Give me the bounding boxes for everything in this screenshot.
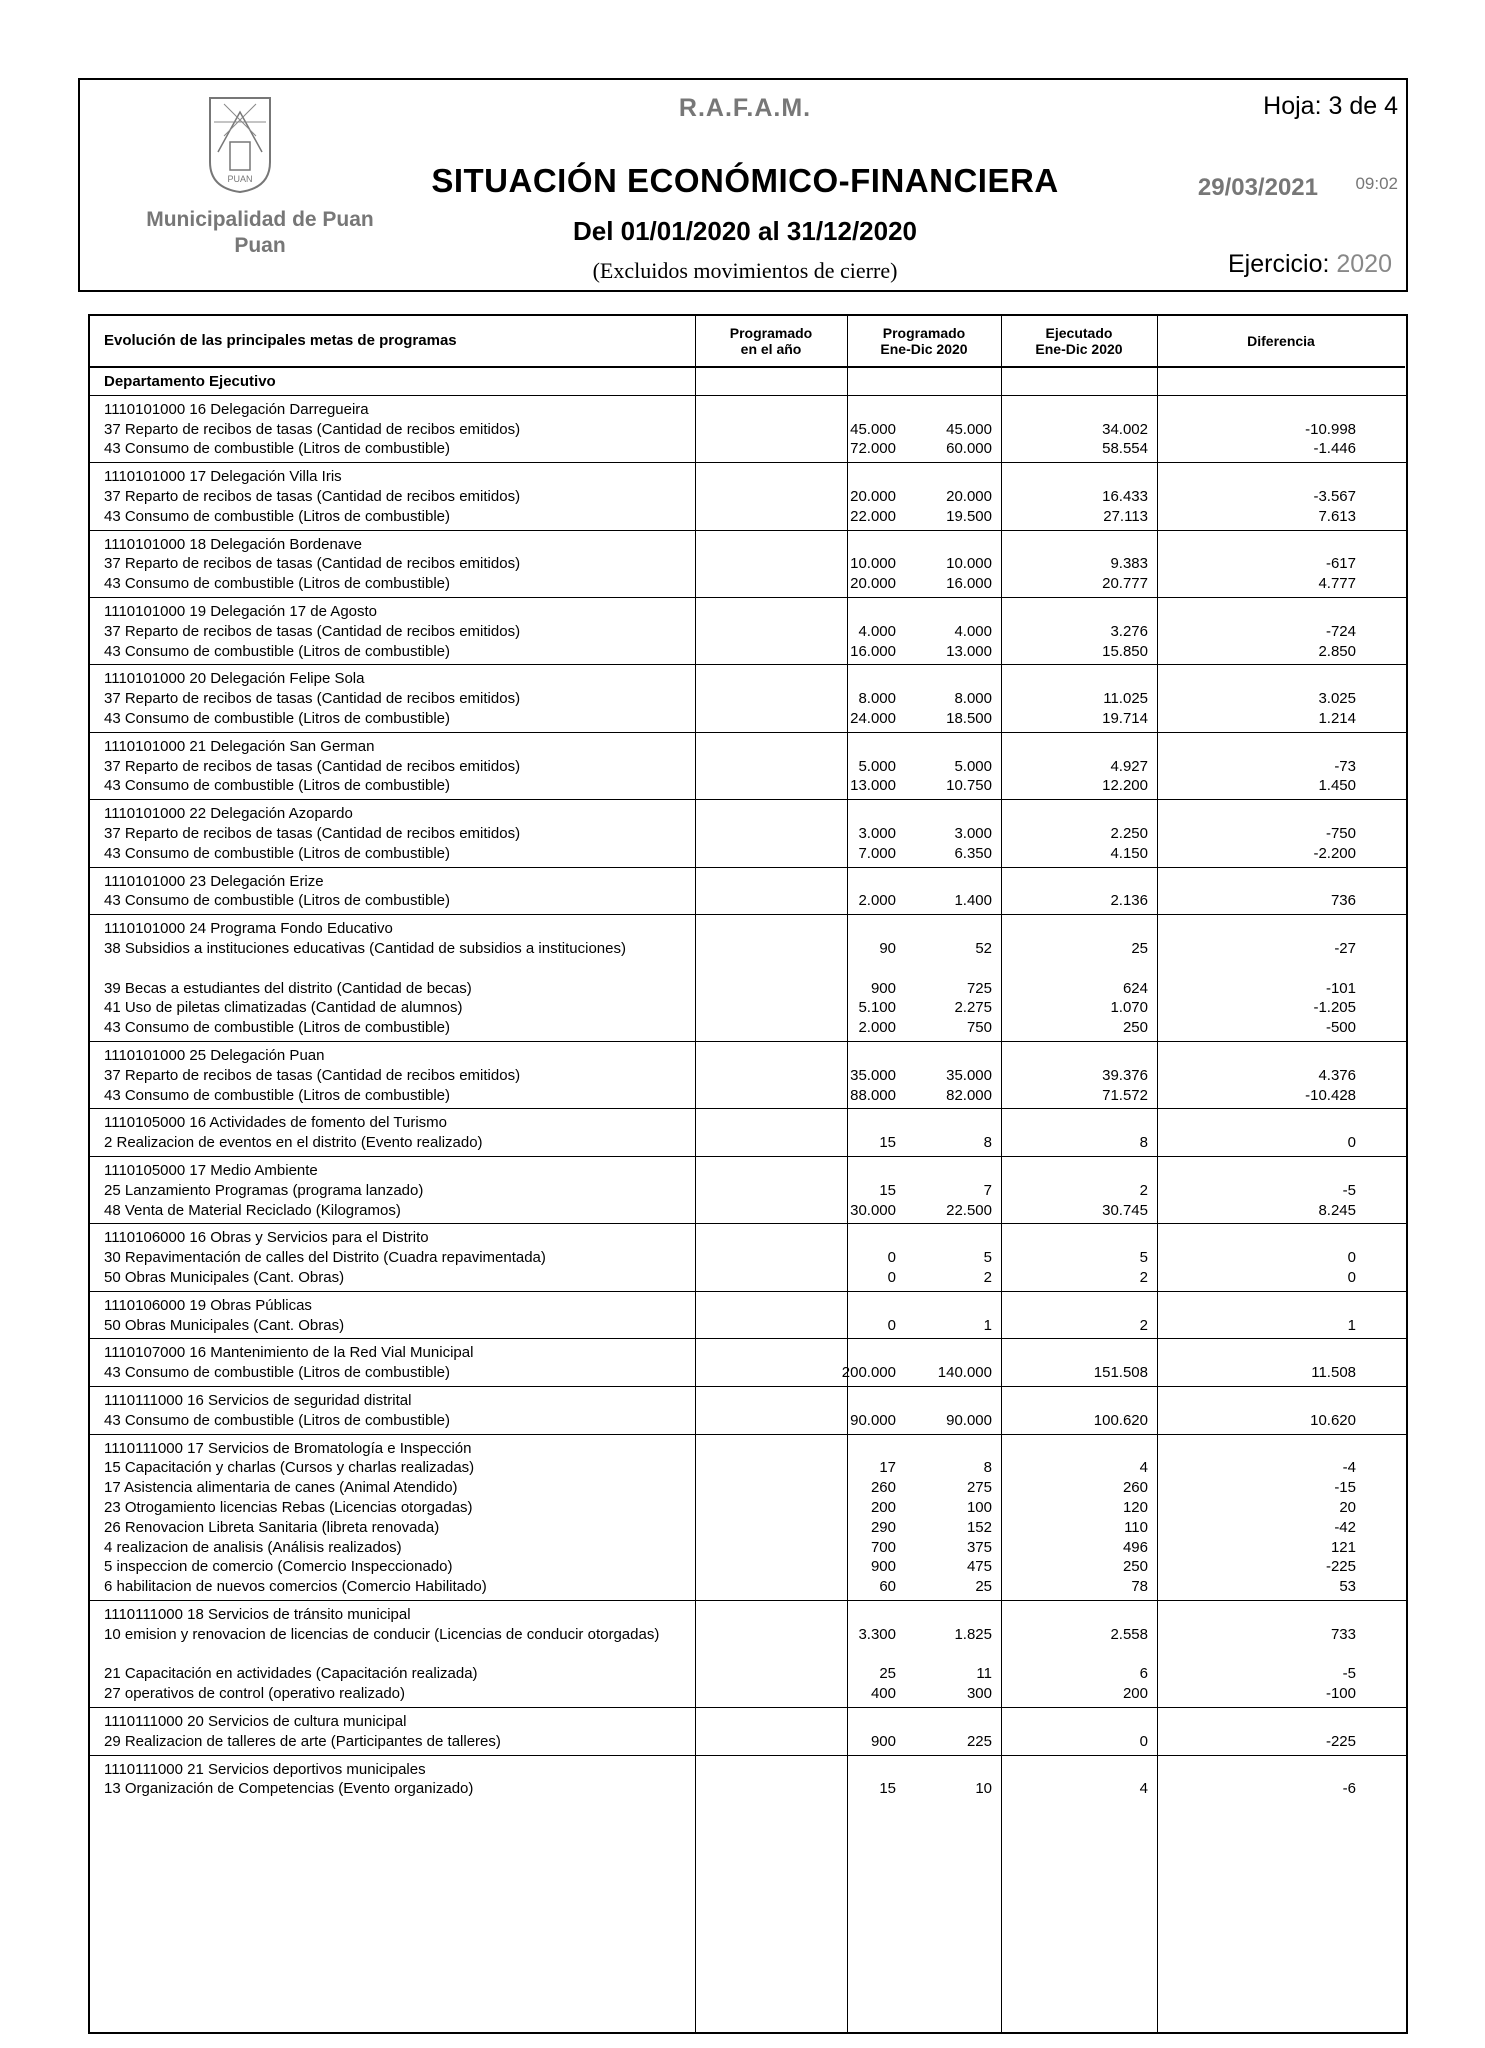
programmed-year-value: 3.300 bbox=[858, 1625, 896, 1643]
row-description: 43 Consumo de combustible (Litros de combustible) bbox=[104, 892, 451, 910]
programmed-year-value: 8.000 bbox=[858, 690, 896, 708]
programmed-period-value: 1.400 bbox=[954, 892, 992, 910]
programmed-period-value: 60.000 bbox=[946, 440, 992, 458]
row-description: 37 Reparto de recibos de tasas (Cantidad de recibos emitidos) bbox=[104, 555, 521, 573]
row-description: 1110107000 16 Mantenimiento de la Red Vial Municipal bbox=[104, 1344, 474, 1362]
column-header-executed-period bbox=[1001, 316, 1157, 368]
row-description: 4 realizacion de analisis (Análisis realizados) bbox=[104, 1538, 402, 1556]
programmed-period-value: 22.500 bbox=[946, 1201, 992, 1219]
row-description: 43 Consumo de combustible (Litros de combustible) bbox=[104, 844, 451, 862]
row-description: 43 Consumo de combustible (Litros de combustible) bbox=[104, 440, 451, 458]
row-description: 1110111000 17 Servicios de Bromatología e Inspección bbox=[104, 1439, 472, 1457]
programmed-year-value: 15 bbox=[879, 1181, 896, 1199]
programmed-year-value: 24.000 bbox=[850, 710, 896, 727]
row-description: 43 Consumo de combustible (Litros de combustible) bbox=[104, 1019, 451, 1037]
table-row bbox=[90, 1779, 1406, 1799]
table-row bbox=[90, 554, 1406, 574]
header-text: Programado Ene-Dic 2020 bbox=[880, 325, 968, 357]
programmed-period-value: 275 bbox=[966, 1479, 992, 1497]
table-row bbox=[90, 891, 1406, 911]
programmed-year-value: 0 bbox=[887, 1269, 896, 1286]
programmed-period-value: 19.500 bbox=[946, 507, 992, 525]
programmed-year-value: 900 bbox=[870, 979, 896, 997]
difference-value: -500 bbox=[1325, 1019, 1356, 1037]
table-row bbox=[90, 1732, 1406, 1752]
executed-value: 8 bbox=[1139, 1134, 1148, 1152]
table-row bbox=[90, 757, 1406, 777]
row-description: 1110101000 21 Delegación San German bbox=[104, 737, 375, 755]
program-goals-table bbox=[88, 314, 1408, 2034]
difference-value: -4 bbox=[1342, 1459, 1356, 1477]
executed-value: 624 bbox=[1122, 979, 1148, 997]
executed-value: 25 bbox=[1131, 940, 1148, 957]
programmed-year-value: 5.000 bbox=[858, 757, 896, 775]
programmed-year-value: 5.100 bbox=[858, 999, 896, 1017]
programmed-year-value: 45.000 bbox=[850, 420, 896, 438]
programmed-year-value: 400 bbox=[870, 1685, 896, 1703]
programmed-year-value: 90 bbox=[879, 940, 896, 957]
programmed-year-value: 4.000 bbox=[858, 622, 896, 640]
executed-value: 250 bbox=[1122, 1019, 1148, 1037]
executed-value: 4 bbox=[1139, 1459, 1148, 1477]
table-row bbox=[90, 1625, 1406, 1665]
row-description: 1110101000 25 Delegación Puan bbox=[104, 1047, 325, 1064]
programmed-year-value: 200.000 bbox=[841, 1364, 896, 1382]
programmed-year-value: 290 bbox=[870, 1518, 896, 1536]
row-description: 23 Otrogamiento licencias Rebas (Licencias otorgadas) bbox=[104, 1499, 473, 1516]
difference-value: -750 bbox=[1325, 825, 1356, 842]
table-row bbox=[90, 1066, 1406, 1086]
department-row bbox=[90, 372, 1406, 392]
executed-value: 2.136 bbox=[1110, 892, 1148, 910]
executed-value: 2 bbox=[1139, 1316, 1148, 1334]
programmed-year-value: 25 bbox=[879, 1665, 896, 1683]
programmed-period-value: 2 bbox=[983, 1269, 992, 1286]
difference-value: -3.567 bbox=[1313, 488, 1356, 505]
executed-value: 5 bbox=[1139, 1249, 1148, 1267]
executed-value: 71.572 bbox=[1102, 1086, 1148, 1104]
table-row bbox=[90, 1411, 1406, 1431]
executed-value: 15.850 bbox=[1102, 642, 1148, 660]
executed-value: 496 bbox=[1122, 1538, 1148, 1556]
exercise-year: 2020 bbox=[1336, 250, 1392, 278]
difference-value: 733 bbox=[1330, 1625, 1356, 1643]
executed-value: 4 bbox=[1139, 1780, 1148, 1798]
table-row bbox=[90, 998, 1406, 1018]
row-description: 1110101000 20 Delegación Felipe Sola bbox=[104, 670, 365, 688]
programmed-period-value: 13.000 bbox=[946, 642, 992, 660]
table-row bbox=[90, 1018, 1406, 1038]
row-description: 41 Uso de piletas climatizadas (Cantidad de alumnos) bbox=[104, 999, 463, 1017]
programmed-year-value: 900 bbox=[870, 1558, 896, 1576]
table-row bbox=[90, 824, 1406, 844]
row-description: 37 Reparto de recibos de tasas (Cantidad de recibos emitidos) bbox=[104, 1066, 521, 1084]
difference-value: 1.450 bbox=[1318, 777, 1356, 795]
executed-value: 110 bbox=[1124, 1518, 1148, 1536]
table-row bbox=[90, 487, 1406, 507]
programmed-period-value: 16.000 bbox=[946, 575, 992, 593]
executed-value: 19.714 bbox=[1102, 710, 1148, 727]
programmed-year-value: 60 bbox=[879, 1578, 896, 1596]
programmed-period-value: 90.000 bbox=[946, 1411, 992, 1429]
column-header-difference bbox=[1157, 316, 1405, 368]
executed-value: 39.376 bbox=[1102, 1066, 1148, 1084]
row-description: 1110105000 16 Actividades de fomento del Turismo bbox=[104, 1114, 448, 1132]
table-row bbox=[90, 622, 1406, 642]
programmed-period-value: 10.000 bbox=[946, 555, 992, 573]
difference-value: 121 bbox=[1330, 1538, 1356, 1556]
difference-value: -27 bbox=[1334, 940, 1356, 957]
row-description: 43 Consumo de combustible (Litros de combustible) bbox=[104, 575, 451, 593]
programmed-period-value: 152 bbox=[966, 1518, 992, 1536]
row-description: 1110101000 19 Delegación 17 de Agosto bbox=[104, 603, 378, 620]
report-time: 09:02 bbox=[1355, 174, 1398, 193]
exercise bbox=[1228, 250, 1392, 279]
difference-value: -5 bbox=[1342, 1665, 1356, 1683]
executed-value: 250 bbox=[1122, 1558, 1148, 1576]
row-description: 1110101000 17 Delegación Villa Iris bbox=[104, 468, 342, 486]
programmed-period-value: 11 bbox=[976, 1665, 992, 1683]
executed-value: 151.508 bbox=[1093, 1364, 1148, 1382]
executed-value: 4.927 bbox=[1110, 757, 1148, 775]
municipality-city: Puan bbox=[234, 234, 286, 257]
difference-value: -101 bbox=[1325, 979, 1356, 997]
difference-value: -617 bbox=[1325, 555, 1356, 573]
row-description: 50 Obras Municipales (Cant. Obras) bbox=[104, 1316, 345, 1334]
header-text: Ejecutado Ene-Dic 2020 bbox=[1035, 325, 1123, 357]
programmed-year-value: 72.000 bbox=[850, 440, 896, 458]
executed-value: 2 bbox=[1139, 1181, 1148, 1199]
row-description: 37 Reparto de recibos de tasas (Cantidad de recibos emitidos) bbox=[104, 622, 521, 640]
programmed-period-value: 100 bbox=[966, 1499, 992, 1516]
table-row bbox=[90, 1363, 1406, 1383]
executed-value: 58.554 bbox=[1102, 440, 1148, 458]
row-description: 26 Renovacion Libreta Sanitaria (libreta renovada) bbox=[104, 1518, 440, 1536]
difference-value: 0 bbox=[1347, 1249, 1356, 1267]
executed-value: 2 bbox=[1139, 1269, 1148, 1286]
row-description: 37 Reparto de recibos de tasas (Cantidad de recibos emitidos) bbox=[104, 488, 521, 505]
programmed-period-value: 7 bbox=[983, 1181, 992, 1199]
difference-value: -100 bbox=[1325, 1685, 1356, 1703]
row-description: 38 Subsidios a instituciones educativas (Cantidad de subsidios a instituciones) bbox=[104, 940, 626, 957]
row-description: 1110106000 16 Obras y Servicios para el Distrito bbox=[104, 1229, 429, 1247]
row-description: 1110101000 24 Programa Fondo Educativo bbox=[104, 920, 393, 938]
row-description: 43 Consumo de combustible (Litros de combustible) bbox=[104, 642, 451, 660]
row-description: 48 Venta de Material Reciclado (Kilogramos) bbox=[104, 1201, 401, 1219]
exercise-label: Ejercicio: bbox=[1228, 250, 1330, 278]
programmed-period-value: 35.000 bbox=[946, 1066, 992, 1084]
programmed-year-value: 3.000 bbox=[858, 825, 896, 842]
table-row bbox=[90, 1133, 1406, 1153]
difference-value: 4.376 bbox=[1318, 1066, 1356, 1084]
table-row bbox=[90, 1268, 1406, 1288]
row-description: 1110101000 16 Delegación Darregueira bbox=[104, 400, 369, 418]
difference-value: 736 bbox=[1330, 892, 1356, 910]
executed-value: 1.070 bbox=[1110, 999, 1148, 1017]
difference-value: 0 bbox=[1347, 1134, 1356, 1152]
programmed-period-value: 750 bbox=[966, 1019, 992, 1037]
difference-value: 20 bbox=[1339, 1499, 1356, 1516]
difference-value: -1.446 bbox=[1313, 440, 1356, 458]
executed-value: 2.250 bbox=[1110, 825, 1148, 842]
row-description: 43 Consumo de combustible (Litros de combustible) bbox=[104, 1364, 451, 1382]
exclusion-note: (Excluidos movimientos de cierre) bbox=[592, 258, 898, 283]
difference-value: -1.205 bbox=[1313, 999, 1356, 1017]
programmed-period-value: 52 bbox=[975, 940, 992, 957]
row-description: 13 Organización de Competencias (Evento organizado) bbox=[104, 1780, 474, 1798]
difference-value: 0 bbox=[1347, 1269, 1356, 1286]
table-row bbox=[90, 1577, 1406, 1597]
row-description: 43 Consumo de combustible (Litros de combustible) bbox=[104, 710, 451, 727]
table-row bbox=[90, 1538, 1406, 1558]
table-row bbox=[90, 507, 1406, 527]
row-description: 1110111000 20 Servicios de cultura municipal bbox=[104, 1713, 407, 1730]
programmed-period-value: 5.000 bbox=[954, 757, 992, 775]
row-description: 5 inspeccion de comercio (Comercio Inspeccionado) bbox=[104, 1558, 453, 1576]
programmed-year-value: 700 bbox=[870, 1538, 896, 1556]
row-description: 29 Realizacion de talleres de arte (Participantes de talleres) bbox=[104, 1732, 501, 1750]
table-row bbox=[90, 1201, 1406, 1221]
difference-value: -2.200 bbox=[1313, 844, 1356, 862]
difference-value: -724 bbox=[1325, 622, 1356, 640]
header-text: Evolución de las principales metas de programas bbox=[104, 332, 457, 349]
executed-value: 34.002 bbox=[1102, 420, 1148, 438]
executed-value: 100.620 bbox=[1093, 1411, 1148, 1429]
difference-value: 10.620 bbox=[1310, 1411, 1356, 1429]
municipality-name: Municipalidad de Puan bbox=[146, 208, 374, 231]
executed-value: 12.200 bbox=[1102, 777, 1148, 795]
programmed-period-value: 8 bbox=[983, 1134, 992, 1152]
difference-value: -6 bbox=[1342, 1780, 1356, 1798]
programmed-year-value: 15 bbox=[879, 1780, 896, 1798]
executed-value: 3.276 bbox=[1110, 622, 1148, 640]
programmed-year-value: 7.000 bbox=[858, 844, 896, 862]
programmed-year-value: 16.000 bbox=[850, 642, 896, 660]
row-description: 37 Reparto de recibos de tasas (Cantidad de recibos emitidos) bbox=[104, 690, 521, 708]
table-row bbox=[90, 1664, 1406, 1684]
crest-label: PUAN bbox=[227, 174, 253, 184]
row-description: 43 Consumo de combustible (Litros de combustible) bbox=[104, 1086, 451, 1104]
row-description: 37 Reparto de recibos de tasas (Cantidad de recibos emitidos) bbox=[104, 757, 521, 775]
programmed-period-value: 18.500 bbox=[946, 710, 992, 727]
row-description: 1110111000 16 Servicios de seguridad distrital bbox=[104, 1392, 412, 1409]
executed-value: 27.113 bbox=[1103, 507, 1148, 525]
programmed-year-value: 13.000 bbox=[850, 777, 896, 795]
programmed-year-value: 15 bbox=[879, 1134, 896, 1152]
table-row bbox=[90, 642, 1406, 662]
programmed-year-value: 2.000 bbox=[858, 892, 896, 910]
programmed-period-value: 1 bbox=[983, 1316, 992, 1334]
programmed-period-value: 5 bbox=[983, 1249, 992, 1267]
column-header-programmed-year bbox=[695, 316, 847, 368]
row-description: 43 Consumo de combustible (Litros de combustible) bbox=[104, 777, 451, 795]
system-name: R.A.F.A.M. bbox=[678, 94, 812, 122]
programmed-period-value: 45.000 bbox=[946, 420, 992, 438]
row-description: 1110111000 21 Servicios deportivos municipales bbox=[104, 1760, 426, 1778]
difference-value: 3.025 bbox=[1318, 690, 1356, 708]
programmed-period-value: 2.275 bbox=[954, 999, 992, 1017]
difference-value: -73 bbox=[1334, 757, 1356, 775]
executed-value: 6 bbox=[1139, 1665, 1148, 1683]
row-description: Departamento Ejecutivo bbox=[104, 373, 276, 390]
row-description: 17 Asistencia alimentaria de canes (Animal Atendido) bbox=[104, 1479, 458, 1497]
executed-value: 2.558 bbox=[1110, 1625, 1148, 1643]
difference-value: -225 bbox=[1325, 1558, 1356, 1576]
programmed-year-value: 20.000 bbox=[850, 575, 896, 593]
table-row bbox=[90, 776, 1406, 796]
table-row bbox=[90, 1181, 1406, 1201]
programmed-period-value: 300 bbox=[966, 1685, 992, 1703]
row-description: 15 Capacitación y charlas (Cursos y charlas realizadas) bbox=[104, 1459, 475, 1477]
difference-value: -42 bbox=[1334, 1518, 1356, 1536]
programmed-year-value: 35.000 bbox=[850, 1066, 896, 1084]
row-description: 1110106000 19 Obras Públicas bbox=[104, 1296, 312, 1314]
programmed-year-value: 900 bbox=[870, 1732, 896, 1750]
table-row bbox=[90, 1518, 1406, 1538]
table-row bbox=[90, 574, 1406, 594]
programmed-period-value: 8.000 bbox=[954, 690, 992, 708]
table-row bbox=[90, 709, 1406, 729]
programmed-period-value: 8 bbox=[983, 1459, 992, 1477]
executed-value: 9.383 bbox=[1110, 555, 1148, 573]
row-description: 27 operativos de control (operativo realizado) bbox=[104, 1685, 406, 1703]
programmed-period-value: 20.000 bbox=[946, 488, 992, 505]
sheet-number: Hoja: 3 de 4 bbox=[1263, 92, 1398, 120]
programmed-period-value: 25 bbox=[975, 1578, 992, 1596]
difference-value: -10.998 bbox=[1305, 420, 1356, 438]
programmed-period-value: 225 bbox=[966, 1732, 992, 1750]
report-header bbox=[78, 78, 1408, 292]
programmed-year-value: 10.000 bbox=[850, 555, 896, 573]
row-description: 2 Realizacion de eventos en el distrito (Evento realizado) bbox=[104, 1134, 483, 1152]
table-row bbox=[90, 1478, 1406, 1498]
executed-value: 0 bbox=[1139, 1732, 1148, 1750]
programmed-year-value: 22.000 bbox=[850, 507, 896, 525]
row-description: 50 Obras Municipales (Cant. Obras) bbox=[104, 1269, 345, 1286]
table-row bbox=[90, 979, 1406, 999]
programmed-period-value: 375 bbox=[966, 1538, 992, 1556]
difference-value: -10.428 bbox=[1305, 1086, 1356, 1104]
executed-value: 20.777 bbox=[1102, 575, 1148, 593]
programmed-year-value: 90.000 bbox=[850, 1411, 896, 1429]
row-description: 43 Consumo de combustible (Litros de combustible) bbox=[104, 1411, 451, 1429]
report-date: 29/03/2021 bbox=[1197, 174, 1318, 201]
report-title: SITUACIÓN ECONÓMICO-FINANCIERA bbox=[431, 162, 1059, 199]
programmed-period-value: 725 bbox=[966, 979, 992, 997]
row-description: 25 Lanzamiento Programas (programa lanzado) bbox=[104, 1181, 424, 1199]
programmed-period-value: 10 bbox=[975, 1780, 992, 1798]
row-description: 37 Reparto de recibos de tasas (Cantidad de recibos emitidos) bbox=[104, 420, 521, 438]
row-description: 43 Consumo de combustible (Litros de combustible) bbox=[104, 507, 451, 525]
table-row bbox=[90, 1498, 1406, 1518]
row-description: 6 habilitacion de nuevos comercios (Comercio Habilitado) bbox=[104, 1578, 487, 1596]
programmed-period-value: 10.750 bbox=[946, 777, 992, 795]
difference-value: 8.245 bbox=[1318, 1201, 1356, 1219]
row-description: 10 emision y renovacion de licencias de conducir (Licencias de conducir otorgadas) bbox=[104, 1625, 660, 1643]
header-text: Diferencia bbox=[1247, 333, 1315, 349]
table-row bbox=[90, 1248, 1406, 1268]
programmed-year-value: 20.000 bbox=[850, 488, 896, 505]
difference-value: 1 bbox=[1347, 1316, 1356, 1334]
row-description: 39 Becas a estudiantes del distrito (Cantidad de becas) bbox=[104, 979, 472, 997]
column-header-description bbox=[90, 316, 695, 368]
difference-value: 7.613 bbox=[1318, 507, 1356, 525]
row-description: 1110101000 22 Delegación Azopardo bbox=[104, 805, 353, 823]
difference-value: -5 bbox=[1342, 1181, 1356, 1199]
difference-value: 1.214 bbox=[1318, 710, 1356, 727]
header-text: Programado en el año bbox=[729, 325, 813, 357]
table-row bbox=[90, 1557, 1406, 1577]
row-description: 1110101000 18 Delegación Bordenave bbox=[104, 535, 362, 553]
difference-value: 53 bbox=[1339, 1578, 1356, 1596]
programmed-year-value: 0 bbox=[887, 1249, 896, 1267]
programmed-period-value: 6.350 bbox=[954, 844, 992, 862]
executed-value: 78 bbox=[1131, 1578, 1148, 1596]
programmed-period-value: 1.825 bbox=[954, 1625, 992, 1643]
table-row bbox=[90, 689, 1406, 709]
table-row bbox=[90, 420, 1406, 440]
table-row bbox=[90, 939, 1406, 979]
executed-value: 4.150 bbox=[1110, 844, 1148, 862]
table-row bbox=[90, 1684, 1406, 1704]
report-period: Del 01/01/2020 al 31/12/2020 bbox=[572, 216, 918, 246]
table-row bbox=[90, 844, 1406, 864]
column-header-programmed-period bbox=[847, 316, 1001, 368]
programmed-year-value: 17 bbox=[879, 1459, 896, 1477]
row-description: 1110105000 17 Medio Ambiente bbox=[104, 1162, 318, 1179]
difference-value: -15 bbox=[1334, 1479, 1356, 1497]
table-row bbox=[90, 439, 1406, 459]
executed-value: 120 bbox=[1122, 1499, 1148, 1516]
programmed-period-value: 475 bbox=[966, 1558, 992, 1576]
executed-value: 16.433 bbox=[1102, 488, 1148, 505]
programmed-period-value: 4.000 bbox=[954, 622, 992, 640]
difference-value: 2.850 bbox=[1318, 642, 1356, 660]
table-row bbox=[90, 1086, 1406, 1106]
programmed-year-value: 260 bbox=[870, 1479, 896, 1497]
row-description: 37 Reparto de recibos de tasas (Cantidad de recibos emitidos) bbox=[104, 825, 521, 842]
programmed-year-value: 2.000 bbox=[858, 1019, 896, 1037]
difference-value: 4.777 bbox=[1318, 575, 1356, 593]
programmed-year-value: 30.000 bbox=[850, 1201, 896, 1219]
programmed-period-value: 82.000 bbox=[946, 1086, 992, 1104]
executed-value: 30.745 bbox=[1102, 1201, 1148, 1219]
programmed-period-value: 3.000 bbox=[954, 825, 992, 842]
executed-value: 200 bbox=[1122, 1685, 1148, 1703]
programmed-year-value: 0 bbox=[887, 1316, 896, 1334]
executed-value: 260 bbox=[1122, 1479, 1148, 1497]
table-row bbox=[90, 1458, 1406, 1478]
executed-value: 11.025 bbox=[1103, 690, 1148, 708]
programmed-year-value: 200 bbox=[870, 1499, 896, 1516]
row-description: 21 Capacitación en actividades (Capacitación realizada) bbox=[104, 1665, 478, 1683]
table-row bbox=[90, 1316, 1406, 1336]
programmed-period-value: 140.000 bbox=[937, 1364, 992, 1382]
difference-value: -225 bbox=[1325, 1732, 1356, 1750]
row-description: 1110111000 18 Servicios de tránsito municipal bbox=[104, 1606, 411, 1623]
difference-value: 11.508 bbox=[1311, 1364, 1356, 1382]
row-description: 30 Repavimentación de calles del Distrito (Cuadra repavimentada) bbox=[104, 1249, 546, 1267]
row-description: 1110101000 23 Delegación Erize bbox=[104, 872, 324, 890]
programmed-year-value: 88.000 bbox=[850, 1086, 896, 1104]
